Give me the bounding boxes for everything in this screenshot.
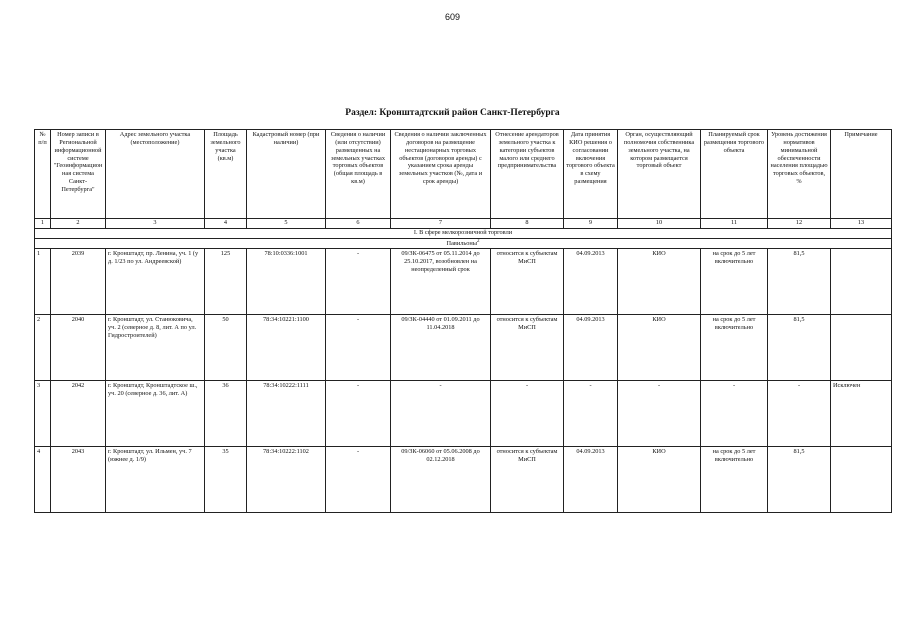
header-cell: Номер записи в Региональной информационной системе "Геоинформационная система Санкт-Петербурга" (51, 130, 106, 219)
sme-status: относится к субъектам МиСП (491, 447, 564, 513)
area: 35 (205, 447, 247, 513)
header-cell: Сведения о наличии заключенных договоров на размещение нестационарных торговых объектов (договоров аренды) с указанием срока аренды земельных участков (№, дата и срок аренды) (391, 130, 491, 219)
contracts: 09/ЗК-06475 от 05.11.2014 до 25.10.2017, возобновлен на неопределенный срок (391, 249, 491, 315)
row-number: 1 (35, 249, 51, 315)
column-number: 7 (391, 219, 491, 229)
note (831, 315, 892, 381)
objects: - (326, 249, 391, 315)
authority: КИО (618, 315, 701, 381)
category-label: I. В сфере мелкорозничной торговли (35, 229, 892, 239)
section-title: Раздел: Кронштадтский район Санкт-Петербурга (345, 108, 560, 118)
record-number: 2042 (51, 381, 106, 447)
category-row (35, 229, 892, 239)
cadastral-number: 78:34:10222:1111 (247, 381, 326, 447)
column-number: 2 (51, 219, 106, 229)
sme-status: - (491, 381, 564, 447)
level: 81,5 (768, 315, 831, 381)
table-row (35, 447, 892, 513)
sme-status: относится к субъектам МиСП (491, 315, 564, 381)
address: г. Кронштадт, ул. Станюковича, уч. 2 (северное д. 8, лит. А по ул. Гидростроителей) (106, 315, 205, 381)
header-cell: № п/п (35, 130, 51, 219)
level: - (768, 381, 831, 447)
term: - (701, 381, 768, 447)
address: г. Кронштадт, Кронштадтское ш., уч. 20 (северное д. 36, лит. А) (106, 381, 205, 447)
sme-status: относится к субъектам МиСП (491, 249, 564, 315)
objects: - (326, 381, 391, 447)
area: 36 (205, 381, 247, 447)
authority: КИО (618, 249, 701, 315)
header-cell: Площадь земельного участка (кв.м) (205, 130, 247, 219)
header-cell: Уровень достижения нормативов минимальной обеспеченности населения площадью торговых объектов, % (768, 130, 831, 219)
row-number: 3 (35, 381, 51, 447)
column-number: 9 (564, 219, 618, 229)
term: на срок до 5 лет включительно (701, 249, 768, 315)
note (831, 447, 892, 513)
column-number: 6 (326, 219, 391, 229)
column-number: 3 (106, 219, 205, 229)
kio-date: - (564, 381, 618, 447)
contracts: 09/ЗК-06060 от 05.06.2008 до 02.12.2018 (391, 447, 491, 513)
record-number: 2039 (51, 249, 106, 315)
row-number: 4 (35, 447, 51, 513)
column-number: 13 (831, 219, 892, 229)
address: г. Кронштадт, ул. Ильмен, уч. 7 (южнее д. 1/9) (106, 447, 205, 513)
subcategory-row (35, 239, 892, 249)
header-cell: Сведения о наличии (или отсутствии) размещенных на земельных участках торговых объектов (общая площадь в кв.м) (326, 130, 391, 219)
term: на срок до 5 лет включительно (701, 447, 768, 513)
level: 81,5 (768, 447, 831, 513)
register-table (34, 129, 892, 513)
note: Исключен (831, 381, 892, 447)
kio-date: 04.09.2013 (564, 315, 618, 381)
subcategory-footnote: 2 (476, 239, 480, 244)
column-number: 12 (768, 219, 831, 229)
header-cell: Адрес земельного участка (местоположение) (106, 130, 205, 219)
cadastral-number: 78:10:0336:1001 (247, 249, 326, 315)
cadastral-number: 78:34:10221:1100 (247, 315, 326, 381)
cadastral-number: 78:34:10222:1102 (247, 447, 326, 513)
column-number: 4 (205, 219, 247, 229)
contracts: - (391, 381, 491, 447)
area: 125 (205, 249, 247, 315)
note (831, 249, 892, 315)
header-cell: Орган, осуществляющий полномочия собственника земельного участка, на котором размещается торговый объект (618, 130, 701, 219)
term: на срок до 5 лет включительно (701, 315, 768, 381)
record-number: 2043 (51, 447, 106, 513)
table-row (35, 315, 892, 381)
authority: - (618, 381, 701, 447)
page-number: 609 (444, 12, 461, 22)
header-cell: Дата принятия КИО решения о согласовании включения торгового объекта в схему размещения (564, 130, 618, 219)
level: 81,5 (768, 249, 831, 315)
column-number: 11 (701, 219, 768, 229)
authority: КИО (618, 447, 701, 513)
column-number: 5 (247, 219, 326, 229)
header-cell: Отнесение арендаторов земельного участка к категории субъектов малого или среднего предпринимательства (491, 130, 564, 219)
subcategory-label: Павильоны (446, 240, 477, 248)
column-number: 10 (618, 219, 701, 229)
objects: - (326, 447, 391, 513)
column-number: 8 (491, 219, 564, 229)
header-cell: Примечание (831, 130, 892, 219)
header-row (35, 130, 892, 219)
objects: - (326, 315, 391, 381)
header-cell: Планируемый срок размещения торгового объекта (701, 130, 768, 219)
row-number: 2 (35, 315, 51, 381)
subcategory-cell (35, 239, 892, 249)
kio-date: 04.09.2013 (564, 249, 618, 315)
record-number: 2040 (51, 315, 106, 381)
table-row (35, 381, 892, 447)
table-row (35, 249, 892, 315)
address: г. Кронштадт, пр. Ленина, уч. 1 (у д. 1/23 по ул. Андреевской) (106, 249, 205, 315)
area: 50 (205, 315, 247, 381)
contracts: 09/ЗК-04440 от 01.09.2011 до 11.04.2018 (391, 315, 491, 381)
column-number-row (35, 219, 892, 229)
kio-date: 04.09.2013 (564, 447, 618, 513)
column-number: 1 (35, 219, 51, 229)
header-cell: Кадастровый номер (при наличии) (247, 130, 326, 219)
